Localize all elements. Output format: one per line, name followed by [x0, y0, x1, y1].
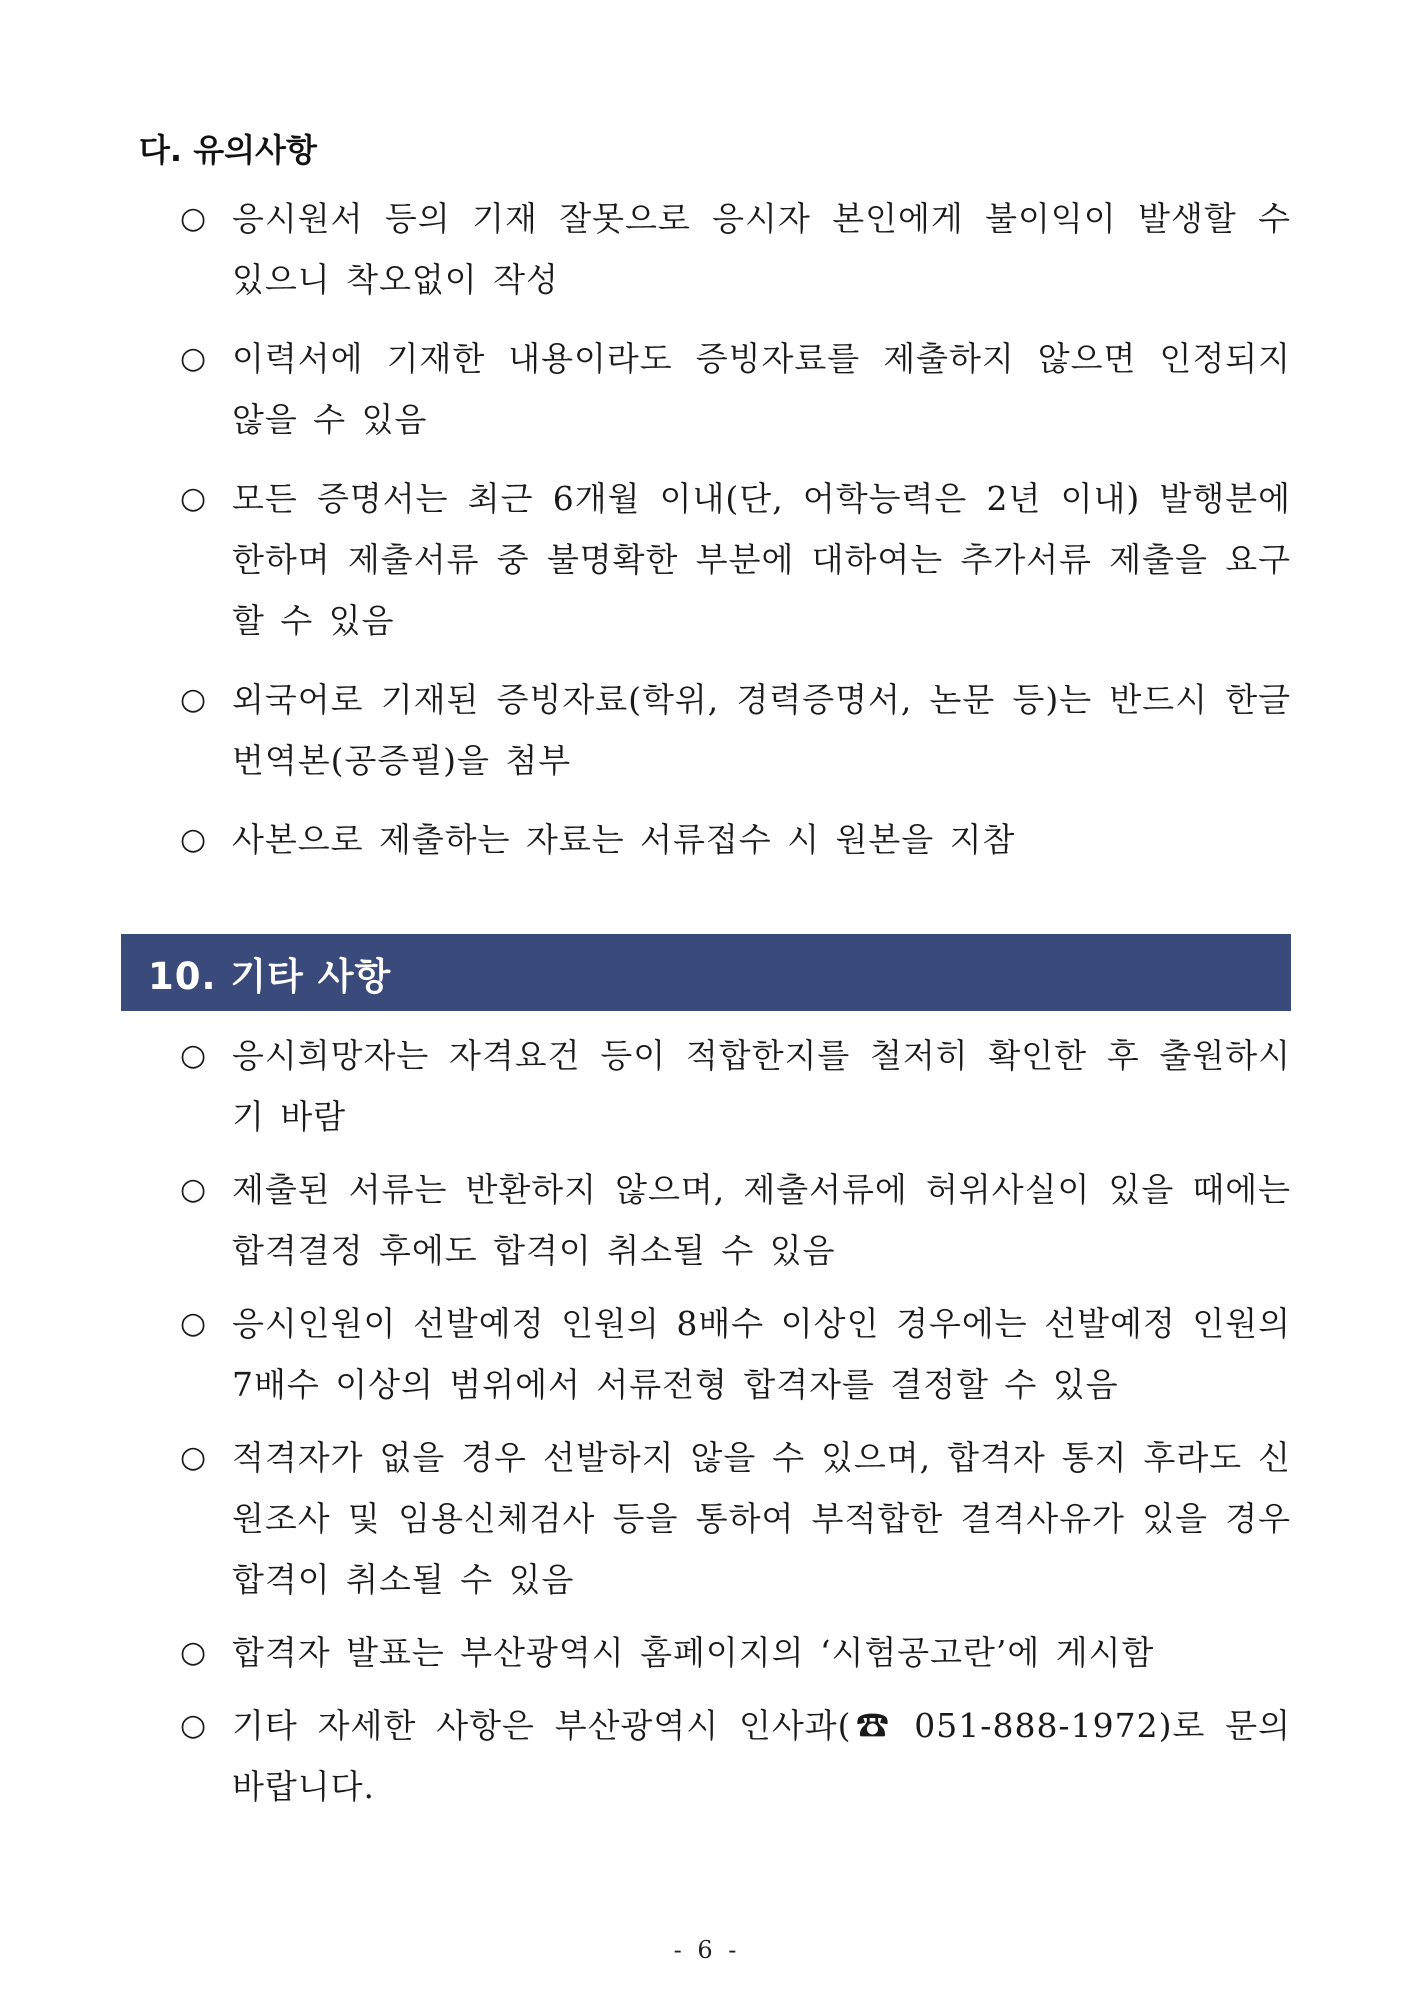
bullet-circle-icon: ○ — [180, 481, 208, 516]
bullet-circle-icon: ○ — [180, 1440, 208, 1475]
precautions-list — [180, 188, 1291, 870]
list-item — [180, 1695, 1291, 1817]
other-matters-list — [180, 1025, 1291, 1817]
bullet-circle-icon: ○ — [180, 341, 208, 376]
subsection-title: 다. 유의사항 — [139, 131, 317, 169]
item-text: 기타 자세한 사항은 부산광역시 인사과(☎ 051-888-1972)로 문의 바랍니다. — [232, 1706, 1291, 1806]
page-number: - 6 - — [673, 1936, 741, 1964]
bullet-circle-icon: ○ — [180, 1306, 208, 1341]
list-item — [180, 809, 1291, 870]
list-item — [180, 1427, 1291, 1610]
item-text: 외국어로 기재된 증빙자료(학위, 경력증명서, 논문 등)는 반드시 한글번역본(공증필)을 첨부 — [232, 680, 1291, 780]
item-text: 모든 증명서는 최근 6개월 이내(단, 어학능력은 2년 이내) 발행분에 한하며 제출서류 중 불명확한 부분에 대하여는 추가서류 제출을 요구할 수 있음 — [232, 479, 1291, 640]
section-header-bar — [121, 934, 1291, 1011]
bullet-circle-icon: ○ — [180, 1038, 208, 1073]
list-item — [180, 1293, 1291, 1415]
item-text: 응시인원이 선발예정 인원의 8배수 이상인 경우에는 선발예정 인원의 7배수 이상의 범위에서 서류전형 합격자를 결정할 수 있음 — [232, 1304, 1291, 1404]
list-item — [180, 188, 1291, 310]
section-title: 10. 기타 사항 — [148, 954, 392, 998]
bullet-circle-icon: ○ — [180, 682, 208, 717]
list-item — [180, 669, 1291, 791]
item-text: 합격자 발표는 부산광역시 홈페이지의 ‘시험공고란’에 게시함 — [232, 1633, 1155, 1672]
bullet-circle-icon: ○ — [180, 1708, 208, 1743]
list-item — [180, 468, 1291, 651]
list-item — [180, 1025, 1291, 1147]
item-text: 제출된 서류는 반환하지 않으며, 제출서류에 허위사실이 있을 때에는 합격결정 후에도 합격이 취소될 수 있음 — [232, 1170, 1291, 1270]
bullet-circle-icon: ○ — [180, 201, 208, 236]
list-item — [180, 1622, 1291, 1683]
item-text: 응시희망자는 자격요건 등이 적합한지를 철저히 확인한 후 출원하시기 바람 — [232, 1036, 1291, 1136]
list-item — [180, 328, 1291, 450]
item-text: 이력서에 기재한 내용이라도 증빙자료를 제출하지 않으면 인정되지 않을 수 있음 — [232, 339, 1291, 439]
list-item — [180, 1159, 1291, 1281]
item-text: 응시원서 등의 기재 잘못으로 응시자 본인에게 불이익이 발생할 수 있으니 착오없이 작성 — [232, 199, 1291, 299]
item-text: 사본으로 제출하는 자료는 서류접수 시 원본을 지참 — [232, 820, 1016, 859]
bullet-circle-icon: ○ — [180, 1635, 208, 1670]
bullet-circle-icon: ○ — [180, 822, 208, 857]
item-text: 적격자가 없을 경우 선발하지 않을 수 있으며, 합격자 통지 후라도 신원조사 및 임용신체검사 등을 통하여 부적합한 결격사유가 있을 경우 합격이 취소될 수 있음 — [232, 1438, 1291, 1599]
bullet-circle-icon: ○ — [180, 1172, 208, 1207]
